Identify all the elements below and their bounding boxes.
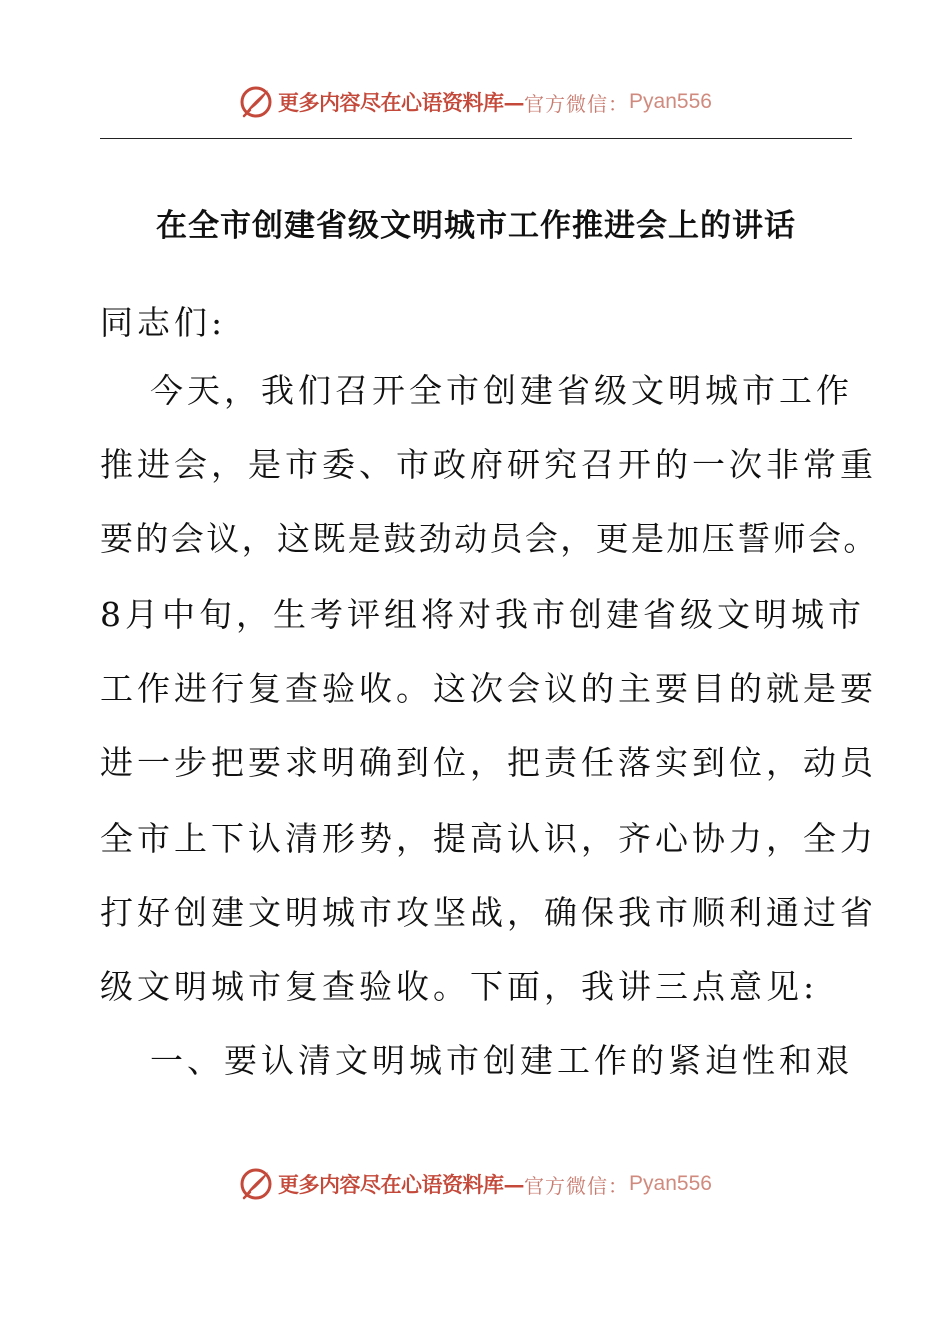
paragraph-line: 进一步把要求明确到位，把责任落实到位，动员 bbox=[100, 743, 877, 782]
banner-contact-label: 官方微信： bbox=[524, 91, 630, 116]
banner-contact-label: 官方微信： bbox=[524, 1173, 630, 1198]
paragraph-line: 工作进行复查验收。这次会议的主要目的就是要 bbox=[100, 669, 877, 708]
paragraph-line: 打好创建文明城市攻坚战，确保我市顺利通过省 bbox=[100, 893, 877, 932]
quill-logo-icon bbox=[238, 1166, 274, 1202]
banner-brand-text: 更多内容尽在心语资料库— bbox=[278, 90, 525, 115]
quill-logo-icon bbox=[238, 84, 274, 120]
paragraph-line: 8月中旬，生考评组将对我市创建省级文明城市 bbox=[100, 595, 865, 634]
paragraph-line: 全市上下认清形势，提高认识，齐心协力，全力 bbox=[100, 819, 877, 858]
paragraph-line: 今天，我们召开全市创建省级文明城市工作 bbox=[150, 371, 853, 410]
paragraph-line: 推进会，是市委、市政府研究召开的一次非常重 bbox=[100, 445, 877, 484]
footer-banner bbox=[0, 1162, 950, 1206]
document-title: 在全市创建省级文明城市工作推进会上的讲话 bbox=[156, 208, 796, 244]
paragraph-line: 要的会议，这既是鼓劲动员会，更是加压誓师会。 bbox=[100, 519, 879, 558]
paragraph-line: 级文明城市复查验收。下面，我讲三点意见: bbox=[100, 967, 819, 1006]
banner-contact-id: Pyan556 bbox=[629, 90, 712, 113]
banner-contact-id: Pyan556 bbox=[629, 1172, 712, 1195]
section-heading-line: 一、要认清文明城市创建工作的紧迫性和艰 bbox=[150, 1041, 853, 1080]
header-banner bbox=[0, 80, 950, 124]
header-divider bbox=[100, 138, 852, 139]
banner-brand-text: 更多内容尽在心语资料库— bbox=[278, 1172, 525, 1197]
salutation: 同志们: bbox=[100, 303, 227, 342]
